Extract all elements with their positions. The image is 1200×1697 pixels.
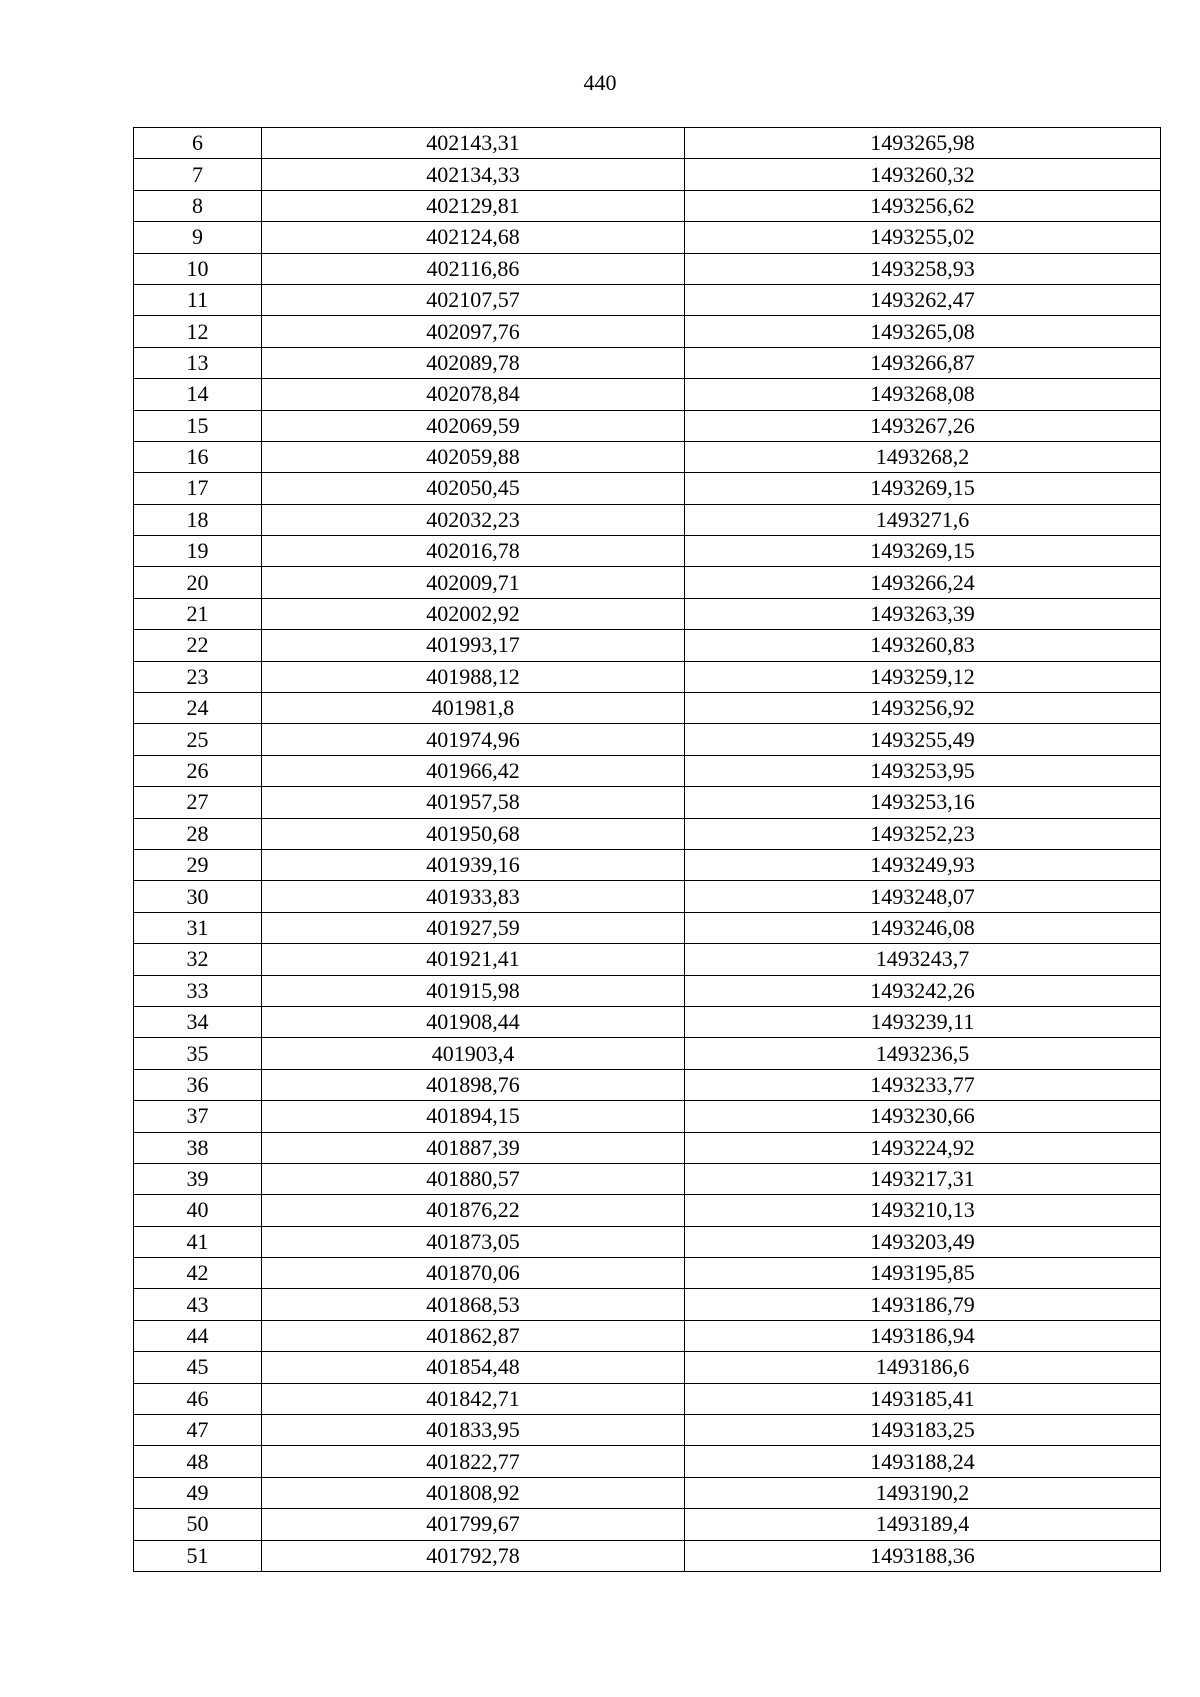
table-row [134,881,1161,912]
y-coordinate-cell: 1493253,16 [685,787,1161,818]
x-coordinate-cell: 402097,76 [262,316,685,347]
point-number-cell: 42 [134,1258,262,1289]
table-row [134,347,1161,378]
point-number-cell: 10 [134,253,262,284]
point-number-cell: 28 [134,818,262,849]
y-coordinate-cell: 1493271,6 [685,504,1161,535]
y-coordinate-cell: 1493253,95 [685,755,1161,786]
point-number-cell: 24 [134,693,262,724]
point-number-cell: 9 [134,222,262,253]
y-coordinate-cell: 1493249,93 [685,849,1161,880]
y-coordinate-cell: 1493183,25 [685,1415,1161,1446]
y-coordinate-cell: 1493268,2 [685,441,1161,472]
x-coordinate-cell: 401868,53 [262,1289,685,1320]
x-coordinate-cell: 401898,76 [262,1069,685,1100]
table-row [134,1383,1161,1414]
x-coordinate-cell: 401981,8 [262,693,685,724]
point-number-cell: 13 [134,347,262,378]
point-number-cell: 20 [134,567,262,598]
x-coordinate-cell: 401933,83 [262,881,685,912]
x-coordinate-cell: 402129,81 [262,190,685,221]
y-coordinate-cell: 1493255,49 [685,724,1161,755]
table-row [134,410,1161,441]
y-coordinate-cell: 1493268,08 [685,379,1161,410]
x-coordinate-cell: 402050,45 [262,473,685,504]
y-coordinate-cell: 1493248,07 [685,881,1161,912]
x-coordinate-cell: 401927,59 [262,912,685,943]
y-coordinate-cell: 1493252,23 [685,818,1161,849]
x-coordinate-cell: 401988,12 [262,661,685,692]
y-coordinate-cell: 1493266,24 [685,567,1161,598]
y-coordinate-cell: 1493260,32 [685,159,1161,190]
point-number-cell: 33 [134,975,262,1006]
y-coordinate-cell: 1493255,02 [685,222,1161,253]
point-number-cell: 12 [134,316,262,347]
x-coordinate-cell: 401966,42 [262,755,685,786]
point-number-cell: 50 [134,1509,262,1540]
y-coordinate-cell: 1493190,2 [685,1477,1161,1508]
point-number-cell: 38 [134,1132,262,1163]
table-row [134,975,1161,1006]
table-row [134,693,1161,724]
x-coordinate-cell: 402032,23 [262,504,685,535]
x-coordinate-cell: 402016,78 [262,536,685,567]
y-coordinate-cell: 1493265,08 [685,316,1161,347]
point-number-cell: 17 [134,473,262,504]
x-coordinate-cell: 401939,16 [262,849,685,880]
table-row [134,818,1161,849]
point-number-cell: 7 [134,159,262,190]
x-coordinate-cell: 402069,59 [262,410,685,441]
table-row [134,1415,1161,1446]
point-number-cell: 37 [134,1101,262,1132]
point-number-cell: 18 [134,504,262,535]
table-row [134,1069,1161,1100]
table-row [134,1320,1161,1351]
table-row [134,1101,1161,1132]
coordinates-table [133,127,1161,1572]
table-row [134,567,1161,598]
y-coordinate-cell: 1493269,15 [685,536,1161,567]
x-coordinate-cell: 401822,77 [262,1446,685,1477]
x-coordinate-cell: 402107,57 [262,284,685,315]
page-number: 440 [583,70,617,95]
y-coordinate-cell: 1493186,6 [685,1352,1161,1383]
table-row [134,1289,1161,1320]
coordinates-table-body [134,128,1161,1572]
point-number-cell: 44 [134,1320,262,1351]
point-number-cell: 30 [134,881,262,912]
y-coordinate-cell: 1493256,92 [685,693,1161,724]
x-coordinate-cell: 402143,31 [262,128,685,159]
point-number-cell: 48 [134,1446,262,1477]
point-number-cell: 8 [134,190,262,221]
point-number-cell: 22 [134,630,262,661]
y-coordinate-cell: 1493188,24 [685,1446,1161,1477]
point-number-cell: 47 [134,1415,262,1446]
table-row [134,944,1161,975]
y-coordinate-cell: 1493188,36 [685,1540,1161,1571]
point-number-cell: 43 [134,1289,262,1320]
y-coordinate-cell: 1493259,12 [685,661,1161,692]
table-row [134,1258,1161,1289]
table-row [134,504,1161,535]
point-number-cell: 35 [134,1038,262,1069]
x-coordinate-cell: 401974,96 [262,724,685,755]
y-coordinate-cell: 1493269,15 [685,473,1161,504]
y-coordinate-cell: 1493243,7 [685,944,1161,975]
table-row [134,379,1161,410]
table-row [134,1038,1161,1069]
table-row [134,755,1161,786]
point-number-cell: 51 [134,1540,262,1571]
point-number-cell: 25 [134,724,262,755]
table-row [134,316,1161,347]
table-row [134,159,1161,190]
table-row [134,630,1161,661]
y-coordinate-cell: 1493195,85 [685,1258,1161,1289]
x-coordinate-cell: 401808,92 [262,1477,685,1508]
table-row [134,912,1161,943]
point-number-cell: 45 [134,1352,262,1383]
table-row [134,441,1161,472]
table-row [134,1163,1161,1194]
table-row [134,473,1161,504]
x-coordinate-cell: 402116,86 [262,253,685,284]
table-row [134,190,1161,221]
x-coordinate-cell: 401792,78 [262,1540,685,1571]
x-coordinate-cell: 402002,92 [262,598,685,629]
point-number-cell: 6 [134,128,262,159]
y-coordinate-cell: 1493265,98 [685,128,1161,159]
y-coordinate-cell: 1493189,4 [685,1509,1161,1540]
y-coordinate-cell: 1493260,83 [685,630,1161,661]
y-coordinate-cell: 1493239,11 [685,1006,1161,1037]
table-row [134,787,1161,818]
x-coordinate-cell: 402134,33 [262,159,685,190]
x-coordinate-cell: 402089,78 [262,347,685,378]
x-coordinate-cell: 401854,48 [262,1352,685,1383]
table-row [134,536,1161,567]
x-coordinate-cell: 402078,84 [262,379,685,410]
x-coordinate-cell: 401903,4 [262,1038,685,1069]
x-coordinate-cell: 401873,05 [262,1226,685,1257]
table-row [134,1195,1161,1226]
y-coordinate-cell: 1493186,94 [685,1320,1161,1351]
x-coordinate-cell: 401799,67 [262,1509,685,1540]
table-row [134,1352,1161,1383]
y-coordinate-cell: 1493267,26 [685,410,1161,441]
table-row [134,222,1161,253]
point-number-cell: 46 [134,1383,262,1414]
y-coordinate-cell: 1493185,41 [685,1383,1161,1414]
y-coordinate-cell: 1493262,47 [685,284,1161,315]
point-number-cell: 32 [134,944,262,975]
y-coordinate-cell: 1493246,08 [685,912,1161,943]
y-coordinate-cell: 1493256,62 [685,190,1161,221]
y-coordinate-cell: 1493263,39 [685,598,1161,629]
table-row [134,1509,1161,1540]
point-number-cell: 11 [134,284,262,315]
y-coordinate-cell: 1493242,26 [685,975,1161,1006]
x-coordinate-cell: 401921,41 [262,944,685,975]
y-coordinate-cell: 1493224,92 [685,1132,1161,1163]
y-coordinate-cell: 1493236,5 [685,1038,1161,1069]
x-coordinate-cell: 402009,71 [262,567,685,598]
table-row [134,1006,1161,1037]
table-row [134,1446,1161,1477]
point-number-cell: 26 [134,755,262,786]
table-row [134,724,1161,755]
point-number-cell: 41 [134,1226,262,1257]
point-number-cell: 19 [134,536,262,567]
point-number-cell: 36 [134,1069,262,1100]
x-coordinate-cell: 401862,87 [262,1320,685,1351]
x-coordinate-cell: 401887,39 [262,1132,685,1163]
x-coordinate-cell: 401957,58 [262,787,685,818]
point-number-cell: 31 [134,912,262,943]
y-coordinate-cell: 1493186,79 [685,1289,1161,1320]
x-coordinate-cell: 401993,17 [262,630,685,661]
point-number-cell: 14 [134,379,262,410]
x-coordinate-cell: 401876,22 [262,1195,685,1226]
x-coordinate-cell: 401870,06 [262,1258,685,1289]
table-row [134,128,1161,159]
x-coordinate-cell: 401950,68 [262,818,685,849]
x-coordinate-cell: 401894,15 [262,1101,685,1132]
point-number-cell: 34 [134,1006,262,1037]
table-row [134,284,1161,315]
x-coordinate-cell: 401833,95 [262,1415,685,1446]
table-row [134,598,1161,629]
point-number-cell: 39 [134,1163,262,1194]
x-coordinate-cell: 401880,57 [262,1163,685,1194]
point-number-cell: 16 [134,441,262,472]
x-coordinate-cell: 401842,71 [262,1383,685,1414]
x-coordinate-cell: 402059,88 [262,441,685,472]
y-coordinate-cell: 1493230,66 [685,1101,1161,1132]
table-row [134,849,1161,880]
table-row [134,1226,1161,1257]
table-row [134,253,1161,284]
table-row [134,1540,1161,1571]
point-number-cell: 23 [134,661,262,692]
table-row [134,1477,1161,1508]
point-number-cell: 21 [134,598,262,629]
point-number-cell: 40 [134,1195,262,1226]
point-number-cell: 15 [134,410,262,441]
point-number-cell: 49 [134,1477,262,1508]
y-coordinate-cell: 1493266,87 [685,347,1161,378]
y-coordinate-cell: 1493203,49 [685,1226,1161,1257]
x-coordinate-cell: 401915,98 [262,975,685,1006]
point-number-cell: 29 [134,849,262,880]
x-coordinate-cell: 402124,68 [262,222,685,253]
y-coordinate-cell: 1493233,77 [685,1069,1161,1100]
y-coordinate-cell: 1493217,31 [685,1163,1161,1194]
y-coordinate-cell: 1493210,13 [685,1195,1161,1226]
point-number-cell: 27 [134,787,262,818]
table-row [134,1132,1161,1163]
x-coordinate-cell: 401908,44 [262,1006,685,1037]
table-row [134,661,1161,692]
y-coordinate-cell: 1493258,93 [685,253,1161,284]
